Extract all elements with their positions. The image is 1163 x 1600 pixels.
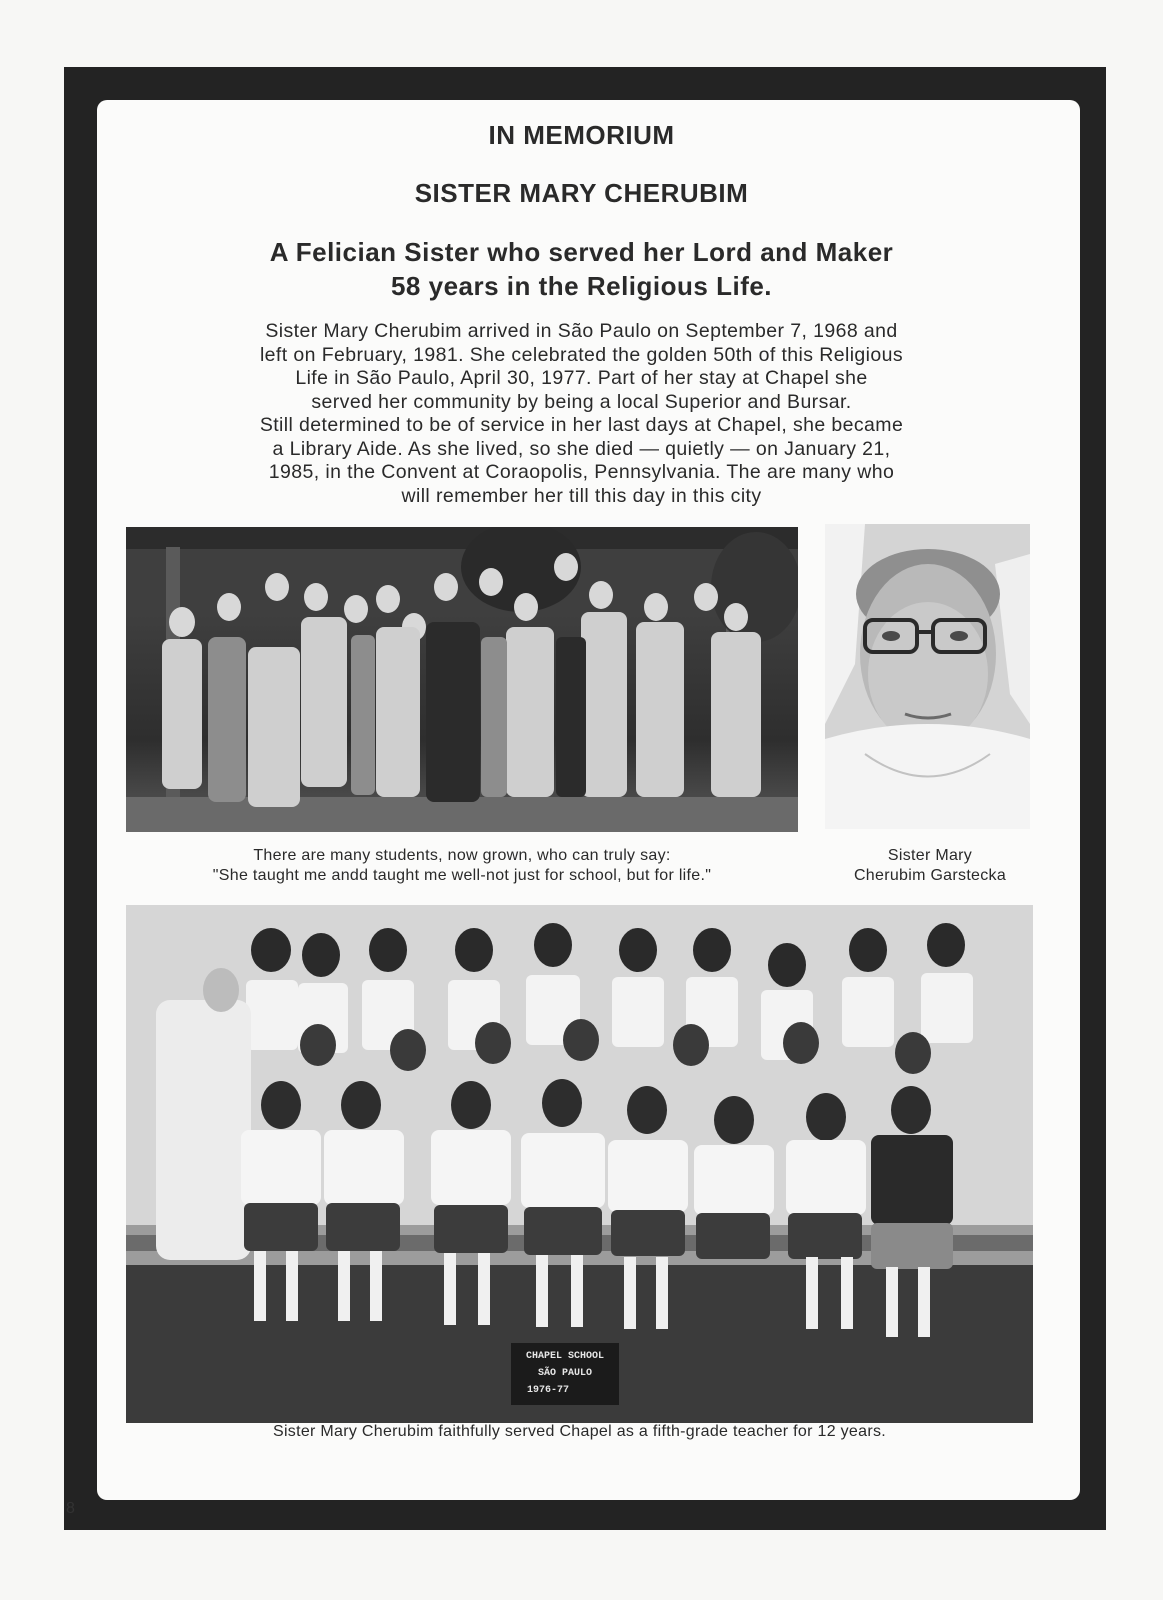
class-photo-caption <box>126 1422 1033 1442</box>
group-photo-caption <box>126 846 798 886</box>
paragraph-line: Life in São Paulo, April 30, 1977. Part of her stay at Chapel she <box>295 367 868 389</box>
class-sign-line: CHAPEL SCHOOL <box>525 1351 605 1362</box>
caption-line: Sister Mary <box>887 847 973 864</box>
paragraph-line: left on February, 1981. She celebrated the golden 50th of this Religious <box>259 343 904 366</box>
tribute-paragraph <box>200 320 963 508</box>
page-number: 8 <box>66 1500 75 1517</box>
caption-line: Sister Mary Cherubim faithfully served Chapel as a fifth-grade teacher for 12 years. <box>272 1423 887 1440</box>
class-photo <box>126 905 1033 1423</box>
portrait-caption <box>825 846 1035 886</box>
caption-line: There are many students, now grown, who can truly say: <box>253 847 671 864</box>
sister-portrait-photo <box>825 524 1030 829</box>
honoree-name: SISTER MARY CHERUBIM <box>414 178 749 208</box>
tagline <box>0 235 1163 303</box>
memoriam-title: IN MEMORIUM <box>488 120 675 150</box>
paragraph-line: Sister Mary Cherubim arrived in São Paulo on September 7, 1968 and <box>265 320 898 342</box>
tagline-line: A Felician Sister who served her Lord and Maker <box>269 237 894 267</box>
paragraph-line: 1985, in the Convent at Coraopolis, Pennsylvania. The are many who <box>268 461 895 483</box>
caption-line: "She taught me andd taught me well-not just for school, but for life." <box>212 867 712 884</box>
tagline-line: 58 years in the Religious Life. <box>390 271 773 301</box>
portrait-illustration <box>825 524 1030 829</box>
paragraph-line: Still determined to be of service in her last days at Chapel, she became <box>259 414 904 436</box>
class-sign-line: SÃO PAULO <box>537 1368 593 1379</box>
caption-line: Cherubim Garstecka <box>853 867 1007 884</box>
paragraph-line: served her community by being a local Superior and Bursar. <box>311 390 852 413</box>
paragraph-line: will remember her till this day in this city <box>401 484 762 507</box>
class-sign-line: 1976-77 <box>526 1385 570 1396</box>
paragraph-line: a Library Aide. As she lived, so she died — quietly — on January 21, <box>272 437 891 460</box>
faculty-group-photo <box>126 527 798 832</box>
faculty-group-illustration <box>126 527 798 832</box>
class-photo-illustration <box>126 905 1033 1423</box>
